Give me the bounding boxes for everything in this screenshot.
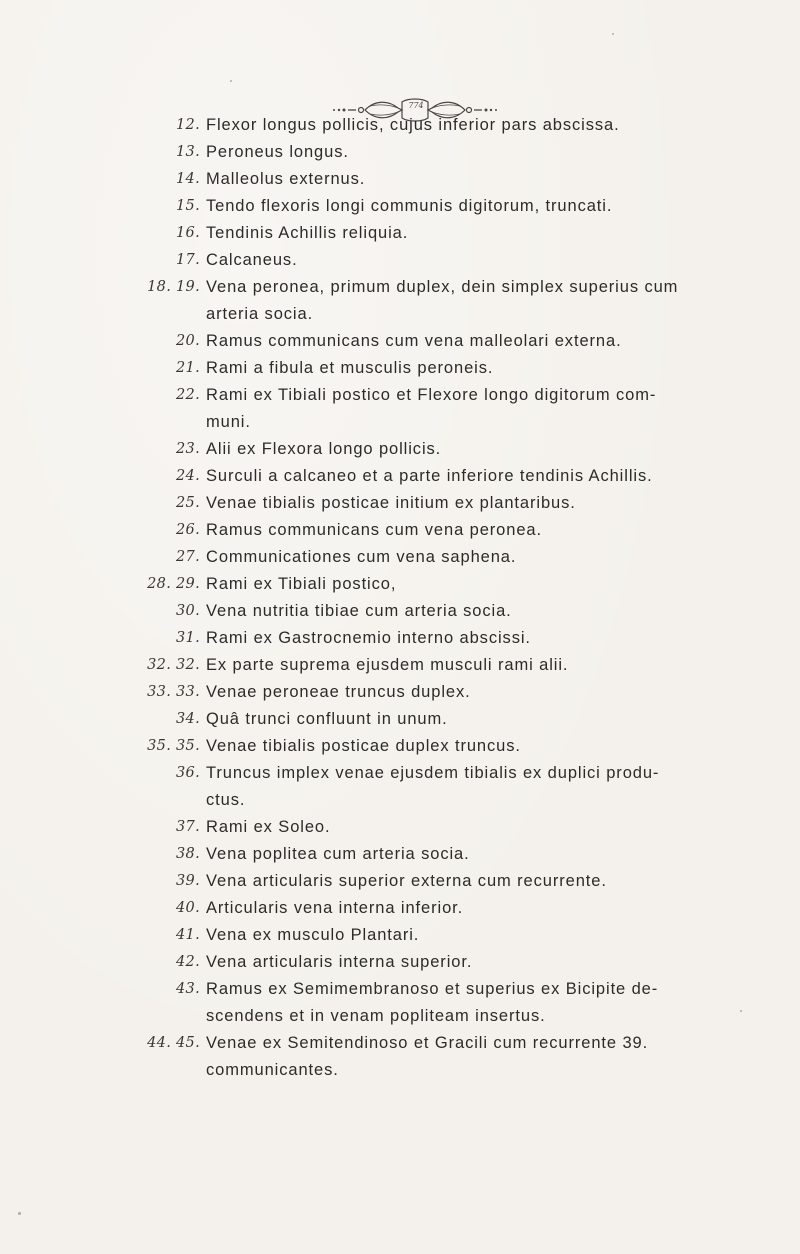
legend-entry — [0, 652, 800, 679]
legend-entry-text: Alii ex Flexora longo pollicis. — [206, 440, 442, 458]
legend-entry — [0, 841, 800, 868]
legend-entry-number: 42. — [176, 954, 200, 970]
legend-entry — [0, 679, 800, 706]
legend-entry — [0, 625, 800, 652]
legend-entry — [0, 922, 800, 949]
legend-entry-text: Surculi a calcaneo et a parte inferiore tendinis Achillis. — [206, 467, 653, 485]
page-number: 774 — [408, 101, 424, 110]
legend-entry-number: 32. 32. — [147, 657, 200, 673]
legend-entry — [0, 382, 800, 436]
legend-entry-text: Tendinis Achillis reliquia. — [206, 224, 409, 242]
legend-entry-number: 41. — [176, 927, 200, 943]
legend-entry-number: 13. — [176, 144, 200, 160]
legend-entry-number: 31. — [176, 630, 200, 646]
legend-entry-text: Communicationes cum vena saphena. — [206, 548, 517, 566]
legend-entry-text: Ex parte suprema ejusdem musculi rami alii. — [206, 656, 569, 674]
legend-entry — [0, 571, 800, 598]
legend-entry — [0, 706, 800, 733]
legend-entry-text: Articularis vena interna inferior. — [206, 899, 464, 917]
legend-entry — [0, 598, 800, 625]
legend-entry — [0, 328, 800, 355]
legend-entry — [0, 274, 800, 328]
legend-list — [0, 112, 800, 1084]
legend-entry — [0, 490, 800, 517]
legend-entry-number: 16. — [176, 225, 200, 241]
legend-entry-text: Venae peroneae truncus duplex. — [206, 683, 471, 701]
legend-entry-text: Venae tibialis posticae initium ex plantaribus. — [206, 494, 576, 512]
legend-entry-number: 26. — [176, 522, 200, 538]
legend-entry-number: 23. — [176, 441, 200, 457]
legend-entry-continuation: muni. — [206, 413, 251, 431]
legend-entry-number: 24. — [176, 468, 200, 484]
legend-entry-number: 33. 33. — [147, 684, 200, 700]
legend-entry — [0, 1030, 800, 1084]
legend-entry-continuation: communicantes. — [206, 1061, 339, 1079]
legend-entry-text: Ramus ex Semimembranoso et superius ex Bicipite de- — [206, 980, 659, 998]
legend-entry-number: 28. 29. — [147, 576, 200, 592]
legend-entry — [0, 220, 800, 247]
legend-entry-text: Vena articularis interna superior. — [206, 953, 473, 971]
paper-speck — [230, 80, 232, 82]
paper-speck — [18, 1212, 21, 1215]
legend-entry-number: 18. 19. — [147, 279, 200, 295]
legend-entry — [0, 139, 800, 166]
legend-entry-number: 37. — [176, 819, 200, 835]
paper-speck — [612, 33, 614, 35]
legend-entry-text: Vena peronea, primum duplex, dein simplex superius cum — [206, 278, 679, 296]
legend-entry-number: 43. — [176, 981, 200, 997]
legend-entry-number: 22. — [176, 387, 200, 403]
legend-entry-number: 38. — [176, 846, 200, 862]
legend-entry-number: 36. — [176, 765, 200, 781]
legend-entry-number: 27. — [176, 549, 200, 565]
legend-entry-number: 34. — [176, 711, 200, 727]
legend-entry — [0, 976, 800, 1030]
legend-entry-number: 17. — [176, 252, 200, 268]
legend-entry-text: Malleolus externus. — [206, 170, 366, 188]
legend-entry-number: 40. — [176, 900, 200, 916]
legend-entry-text: Flexor longus pollicis, cujus inferior pars abscissa. — [206, 116, 620, 134]
legend-entry-number: 12. — [176, 117, 200, 133]
legend-entry-text: Rami ex Tibiali postico, — [206, 575, 397, 593]
legend-entry — [0, 814, 800, 841]
legend-entry-text: Quâ trunci confluunt in unum. — [206, 710, 448, 728]
legend-entry-number: 21. — [176, 360, 200, 376]
legend-entry-number: 25. — [176, 495, 200, 511]
legend-entry-continuation: ctus. — [206, 791, 246, 809]
paper-speck — [740, 1010, 742, 1012]
legend-entry-number: 30. — [176, 603, 200, 619]
legend-entry — [0, 463, 800, 490]
legend-entry — [0, 193, 800, 220]
legend-entry-number: 14. — [176, 171, 200, 187]
legend-entry-text: Rami a fibula et musculis peroneis. — [206, 359, 494, 377]
legend-entry — [0, 895, 800, 922]
legend-entry-text: Venae tibialis posticae duplex truncus. — [206, 737, 521, 755]
legend-entry — [0, 733, 800, 760]
legend-entry-text: Rami ex Gastrocnemio interno abscissi. — [206, 629, 531, 647]
legend-entry-number: 35. 35. — [147, 738, 200, 754]
legend-entry-text: Rami ex Tibiali postico et Flexore longo digitorum com- — [206, 386, 657, 404]
legend-entry-text: Truncus implex venae ejusdem tibialis ex duplici produ- — [206, 764, 660, 782]
legend-entry — [0, 760, 800, 814]
legend-entry-text: Tendo flexoris longi communis digitorum, truncati. — [206, 197, 613, 215]
legend-entry-text: Venae ex Semitendinoso et Gracili cum recurrente 39. — [206, 1034, 649, 1052]
legend-entry — [0, 517, 800, 544]
legend-entry-number: 20. — [176, 333, 200, 349]
legend-entry-number: 15. — [176, 198, 200, 214]
legend-entry-text: Rami ex Soleo. — [206, 818, 331, 836]
legend-entry-continuation: arteria socia. — [206, 305, 314, 323]
legend-entry — [0, 868, 800, 895]
legend-entry-continuation: scendens et in venam popliteam insertus. — [206, 1007, 546, 1025]
legend-entry-number: 44. 45. — [147, 1035, 200, 1051]
legend-entry-text: Peroneus longus. — [206, 143, 349, 161]
legend-entry-text: Ramus communicans cum vena malleolari externa. — [206, 332, 622, 350]
legend-entry — [0, 112, 800, 139]
legend-entry — [0, 436, 800, 463]
legend-entry-text: Calcaneus. — [206, 251, 298, 269]
legend-entry-text: Vena nutritia tibiae cum arteria socia. — [206, 602, 512, 620]
legend-entry — [0, 247, 800, 274]
legend-entry-number: 39. — [176, 873, 200, 889]
legend-entry — [0, 355, 800, 382]
legend-entry — [0, 949, 800, 976]
legend-entry — [0, 166, 800, 193]
legend-entry-text: Vena articularis superior externa cum recurrente. — [206, 872, 607, 890]
legend-entry — [0, 544, 800, 571]
legend-entry-text: Ramus communicans cum vena peronea. — [206, 521, 542, 539]
legend-entry-text: Vena poplitea cum arteria socia. — [206, 845, 470, 863]
legend-entry-text: Vena ex musculo Plantari. — [206, 926, 420, 944]
